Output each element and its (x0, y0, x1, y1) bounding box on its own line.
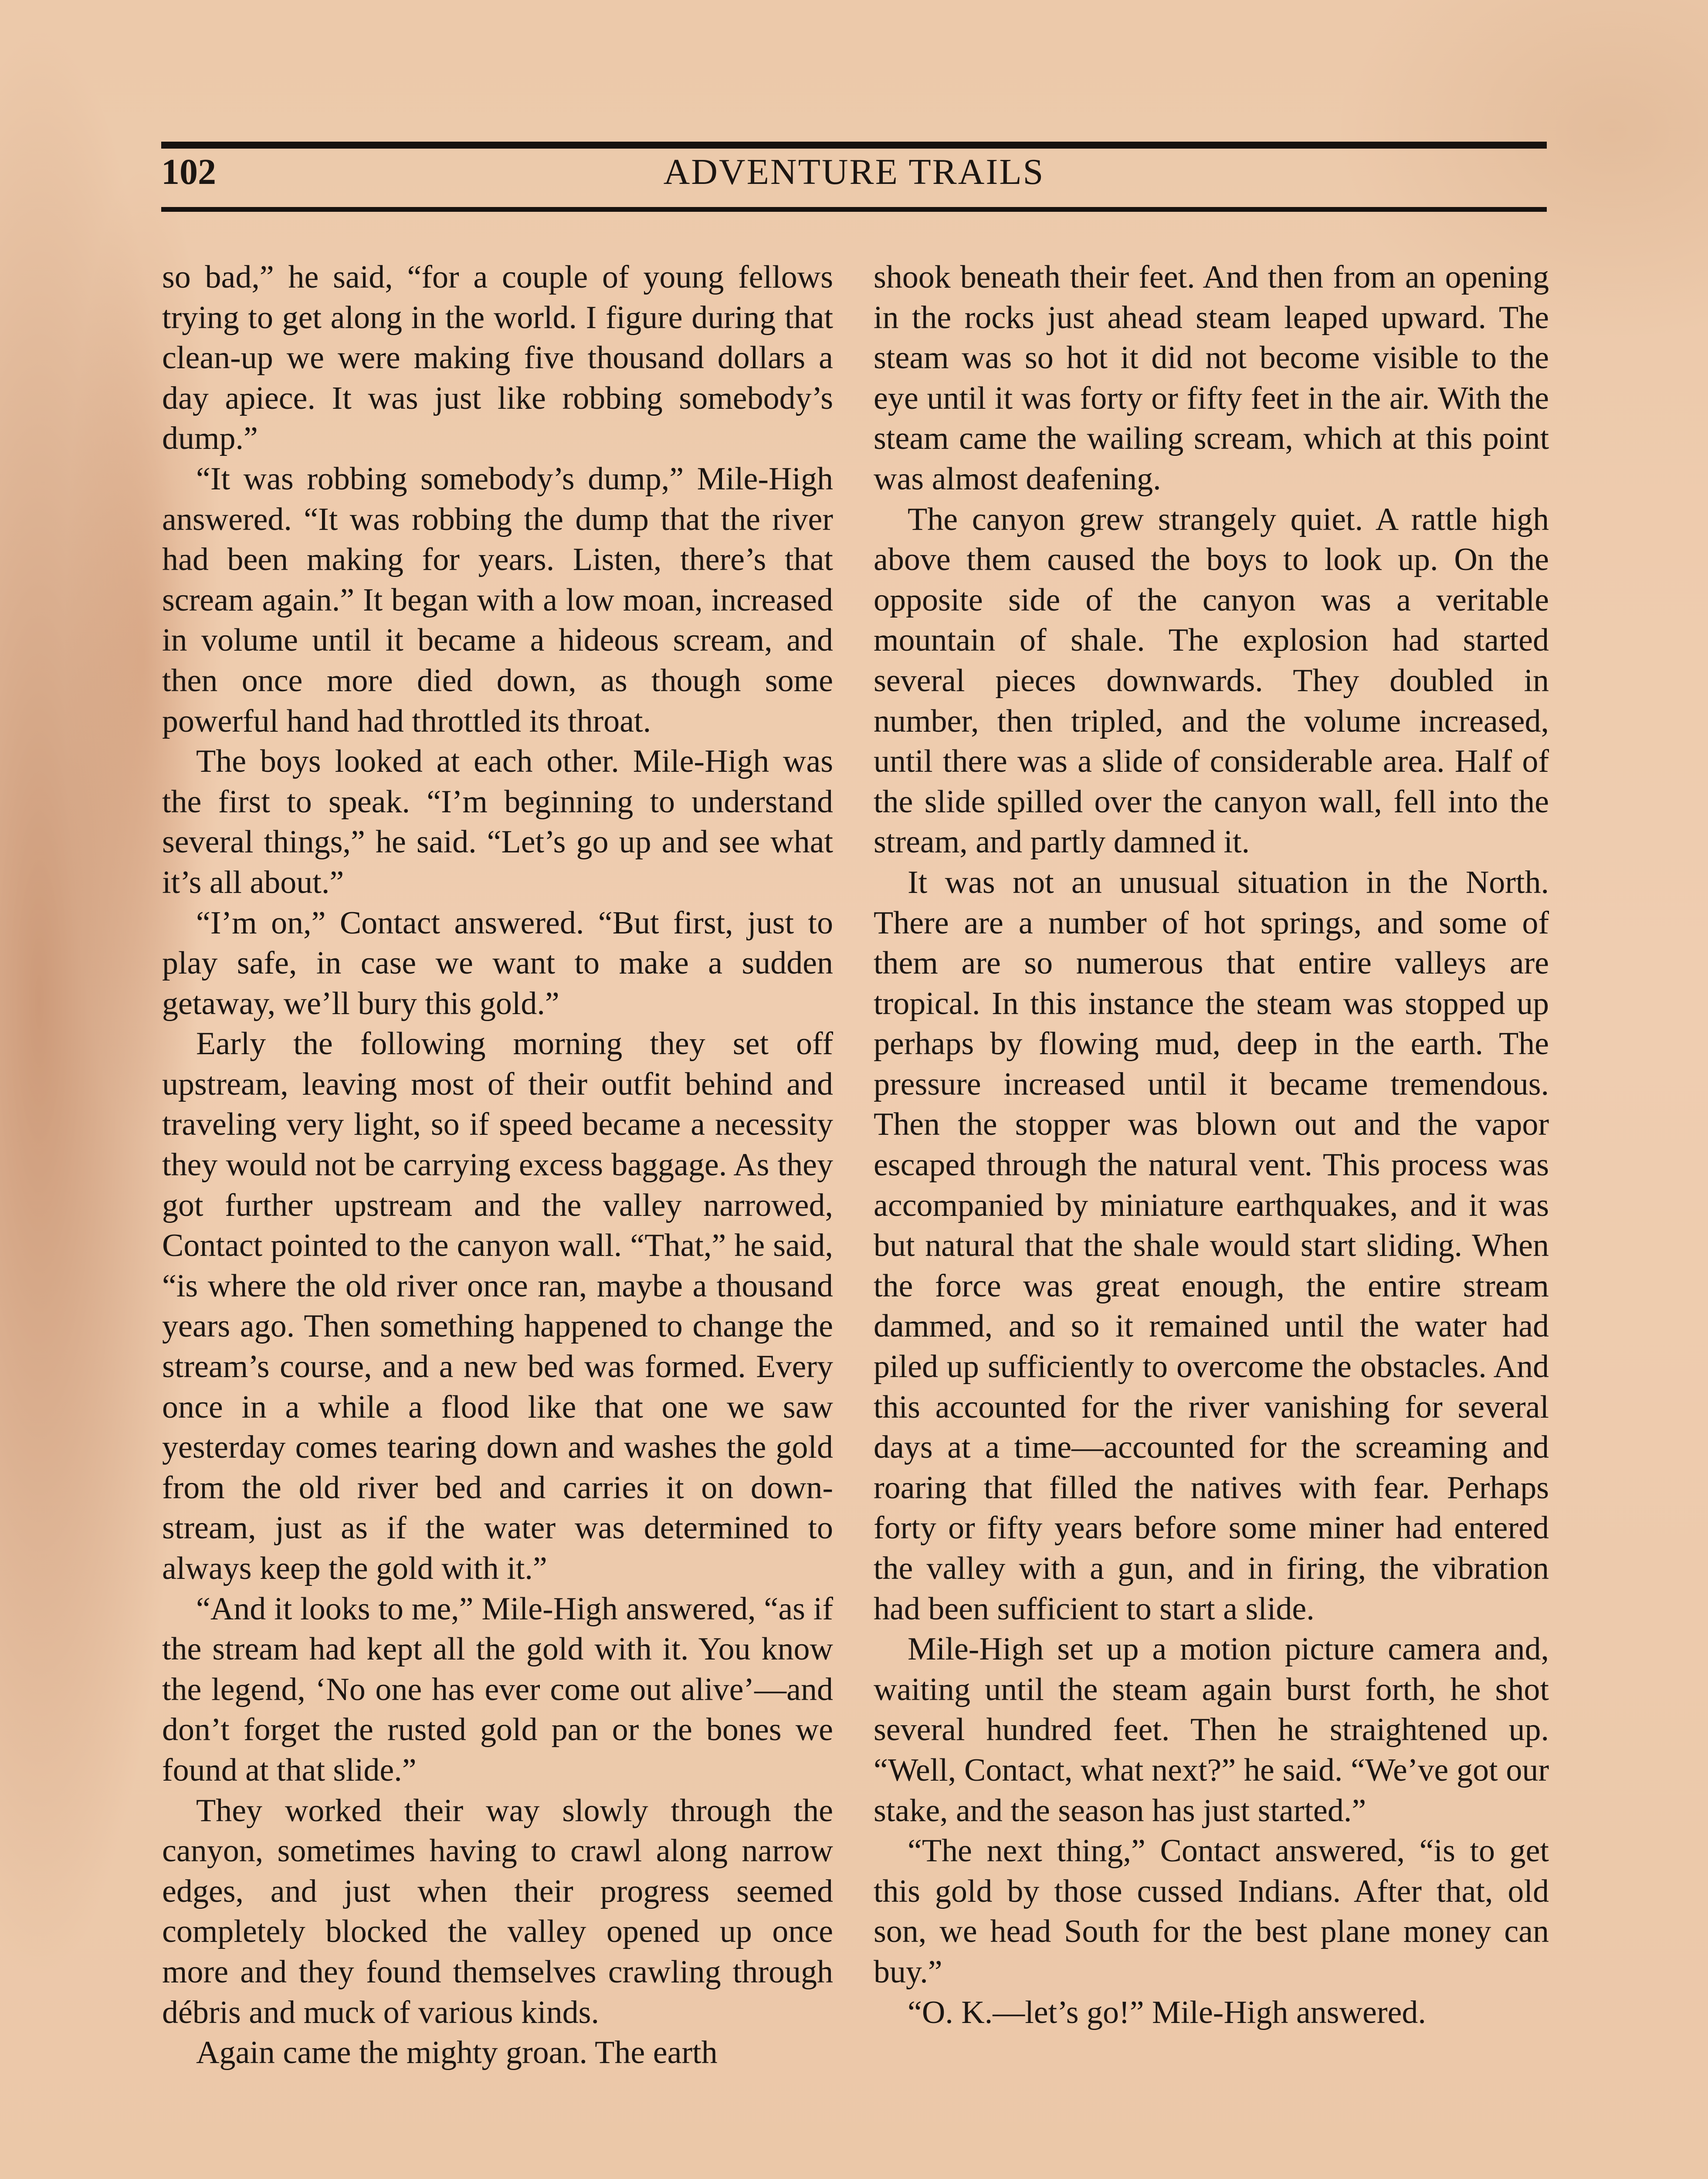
paragraph: “O. K.—let’s go!” Mile-High answered. (908, 1994, 1426, 2030)
paragraph: “The next thing,” Contact answered, “is to get this gold by those cussed Indians. After that, old son, we head South for the best plane money can buy.” (874, 1833, 1549, 1990)
left-column (162, 257, 833, 2073)
page-header (161, 150, 1547, 203)
running-title: ADVENTURE TRAILS (663, 152, 1045, 192)
paragraph: so bad,” he said, “for a couple of young fellows trying to get along in the world. I figure during that clean-up we were making five thousand dollars a day apiece. It was just like robbing somebody’s dump.” (162, 259, 833, 457)
header-bottom-rule (161, 207, 1547, 212)
paragraph: “I’m on,” Contact answered. “But first, just to play safe, in case we want to make a sudden getaway, we’ll bury this gold.” (162, 905, 833, 1022)
right-column (874, 257, 1549, 2033)
paragraph: Early the following morning they set off upstream, leaving most of their outfit behind and traveling very light, so if speed became a necessity they would not be carrying excess baggage. As they got further upstream and the valley narrowed, Contact pointed to the canyon wall. “That,” he said, “is where the old river once ran, maybe a thousand years ago. Then something happened to change the stream’s course, and a new bed was formed. Every once in a while a flood like that one we saw yesterday comes tearing down and washes the gold from the old river bed and carries it on downstream, just as if the water was determined to always keep the gold with it.” (162, 1026, 833, 1586)
paragraph: “It was robbing somebody’s dump,” Mile-High answered. “It was robbing the dump that the river had been making for years. Listen, there’s that scream again.” It began with a low moan, increased in volume until it became a hideous scream, and then once more died down, as though some powerful hand had throttled its throat. (162, 461, 833, 739)
paragraph: Mile-High set up a motion picture camera and, waiting until the steam again burst forth, he shot several hundred feet. Then he straightened up. “Well, Contact, what next?” he said. “We’ve got our stake, and the season has just started.” (874, 1631, 1549, 1829)
page-number: 102 (161, 152, 216, 192)
paragraph: The boys looked at each other. Mile-High was the first to speak. “I’m beginning to understand several things,” he said. “Let’s go up and see what it’s all about.” (162, 743, 833, 900)
paragraph: They worked their way slowly through the canyon, sometimes having to crawl along narrow edges, and just when their progress seemed completely blocked the valley opened up once more and they found themselves crawling through débris and muck of various kinds. (162, 1792, 833, 2030)
paragraph: It was not an unusual situation in the North. There are a number of hot springs, and some of them are so numerous that entire valleys are tropical. In this instance the steam was stopped up perhaps by flowing mud, deep in the earth. The pressure increased until it became tremendous. Then the stopper was blown out and the vapor escaped through the natural vent. This process was accompanied by miniature earthquakes, and it was but natural that the shale would start sliding. When the force was great enough, the entire stream dammed, and so it remained until the water had piled up sufficiently to overcome the obstacles. And this accounted for the river vanishing for several days at a time—accounted for the screaming and roaring that filled the natives with fear. Perhaps forty or fifty years before some miner had entered the valley with a gun, and in firing, the vibration had been sufficient to start a slide. (874, 864, 1549, 1627)
paragraph: shook beneath their feet. And then from an opening in the rocks just ahead steam leaped upward. The steam was so hot it did not become visible to the eye until it was forty or fifty feet in the air. With the steam came the wailing scream, which at this point was almost deafening. (874, 259, 1549, 497)
paragraph: The canyon grew strangely quiet. A rattle high above them caused the boys to look up. On the opposite side of the canyon was a veritable mountain of shale. The explosion had started several pieces downwards. They doubled in number, then tripled, and the volume increased, until there was a slide of considerable area. Half of the slide spilled over the canyon wall, fell into the stream, and partly damned it. (874, 501, 1549, 860)
header-top-rule (161, 142, 1547, 149)
paragraph: Again came the mighty groan. The earth (196, 2035, 718, 2071)
paragraph: “And it looks to me,” Mile-High answered, “as if the stream had kept all the gold with it. You know the legend, ‘No one has ever come out alive’—and don’t forget the rusted gold pan or the bones we found at that slide.” (162, 1591, 833, 1788)
